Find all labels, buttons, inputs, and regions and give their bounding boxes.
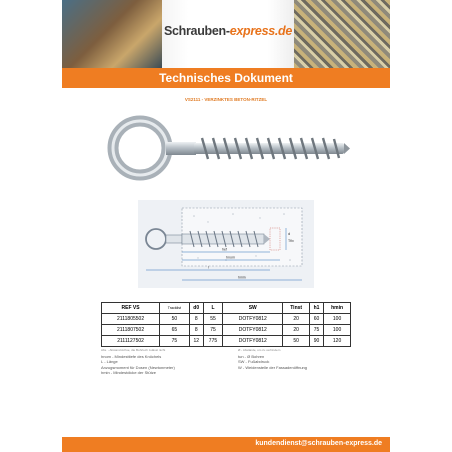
drawing-svg bbox=[138, 200, 314, 288]
drawing-eye bbox=[146, 229, 166, 249]
col-ref: REF VS bbox=[102, 303, 160, 314]
col-tinst: Tinst bbox=[283, 303, 310, 314]
label-hnom: hnom bbox=[226, 255, 235, 260]
technical-drawing bbox=[138, 200, 314, 288]
table-cell: 60 bbox=[309, 314, 323, 325]
col-sw: SW bbox=[223, 303, 283, 314]
col-d0: d0 bbox=[189, 303, 203, 314]
table-cell: 90 bbox=[309, 336, 323, 347]
label-l: l bbox=[208, 265, 209, 270]
table-cell: DOTFY0812 bbox=[223, 325, 283, 336]
document-title: Technisches Dokument bbox=[159, 71, 293, 85]
table-cell: 12 bbox=[189, 336, 203, 347]
table-row bbox=[102, 325, 351, 336]
table-cell: 2111127502 bbox=[102, 336, 160, 347]
table-cell: 120 bbox=[324, 336, 351, 347]
eye-ring-highlight bbox=[113, 121, 167, 175]
col-hmin: hmin bbox=[324, 303, 351, 314]
label-d: d bbox=[288, 231, 291, 236]
support-email-link[interactable]: kundendienst@schrauben-express.de bbox=[255, 440, 382, 447]
table-cell: 75 bbox=[309, 325, 323, 336]
legend-item: W - Weidenstelle der Fassadenöffnung bbox=[238, 364, 308, 370]
table-cell: 2111805502 bbox=[102, 314, 160, 325]
label-hef: hef bbox=[222, 247, 227, 252]
label-tfix: Tfix bbox=[288, 239, 294, 243]
legend-item: Anzugsmoment für Dosen (Newtonmeter) bbox=[101, 364, 175, 370]
legend-left bbox=[101, 348, 231, 376]
col-l: L bbox=[203, 303, 222, 314]
table-cell: 2111807502 bbox=[102, 325, 160, 336]
table-row bbox=[102, 314, 351, 325]
table-cell: 75 bbox=[203, 325, 222, 336]
table-cell: 100 bbox=[324, 325, 351, 336]
legend-item: tun - Ø Bohren bbox=[238, 353, 265, 359]
legend-right bbox=[238, 348, 352, 370]
table-cell: 100 bbox=[324, 314, 351, 325]
table-cell: 75 bbox=[160, 336, 190, 347]
logo-area bbox=[162, 0, 294, 68]
table-cell: DOTFY0812 bbox=[223, 314, 283, 325]
table-cell: 20 bbox=[283, 325, 310, 336]
spec-header-row bbox=[102, 303, 351, 314]
table-cell: 65 bbox=[160, 325, 190, 336]
table-cell: 775 bbox=[203, 336, 222, 347]
screw-tip bbox=[344, 143, 350, 154]
col-tracklist: Tracklist bbox=[160, 303, 190, 314]
drawing-neck bbox=[166, 235, 182, 243]
table-cell: DOTFY0812 bbox=[223, 336, 283, 347]
screw-neck bbox=[166, 142, 196, 155]
table-cell: 50 bbox=[160, 314, 190, 325]
title-bar bbox=[62, 68, 390, 88]
label-hmin: hmin bbox=[238, 275, 246, 280]
table-cell: 8 bbox=[189, 314, 203, 325]
logo-accent: express.de bbox=[229, 24, 293, 38]
header-photo-left bbox=[62, 0, 162, 68]
logo-main: Schrauben- bbox=[163, 24, 230, 38]
brand-logo[interactable] bbox=[162, 24, 294, 38]
document-page bbox=[62, 0, 390, 452]
footer-bar bbox=[62, 437, 390, 452]
legend-item: hnom - Mindesttiefe des Knöchels bbox=[101, 353, 162, 359]
legend-note: Ø - Abstände, um zu verhindern bbox=[238, 348, 281, 352]
header-banner bbox=[62, 0, 390, 68]
legend-item: SW - Fußabdruck bbox=[238, 359, 270, 365]
product-subtitle: VS2111 - VERZINKTES BETON-RITZEL bbox=[184, 97, 268, 102]
table-row bbox=[102, 336, 351, 347]
legend-note: Abs. - Abstand Achse, die Bohrloch zulässt nicht bbox=[101, 348, 166, 352]
legend-item: L - Länge bbox=[101, 359, 118, 365]
table-cell: 50 bbox=[283, 336, 310, 347]
table-cell: 55 bbox=[203, 314, 222, 325]
table-cell: 8 bbox=[189, 325, 203, 336]
product-image bbox=[102, 108, 352, 193]
col-h1: h1 bbox=[309, 303, 323, 314]
spec-table bbox=[101, 302, 351, 347]
table-cell: 20 bbox=[283, 314, 310, 325]
legend-item: hmin - Mindestdicke der Stütze bbox=[101, 370, 156, 376]
header-photo-right bbox=[294, 0, 390, 68]
